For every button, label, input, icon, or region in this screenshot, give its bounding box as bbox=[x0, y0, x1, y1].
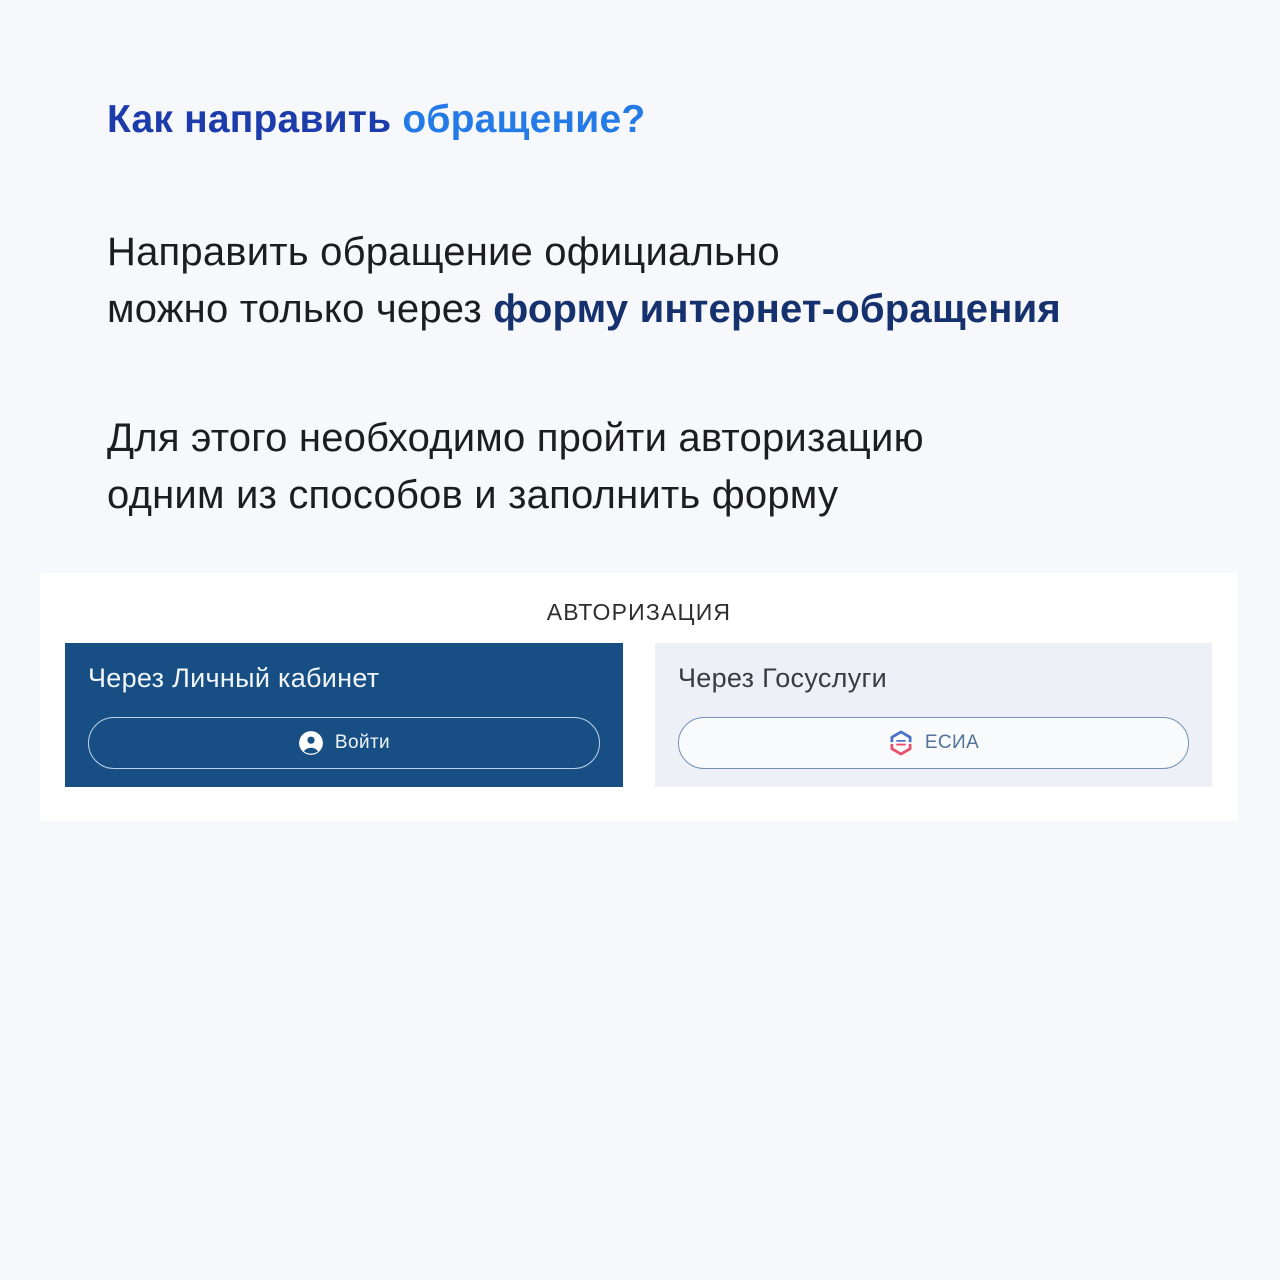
auth-card-gosuslugi-title: Через Госуслуги bbox=[678, 663, 888, 693]
page-title-part1: Как направить bbox=[107, 98, 403, 141]
page-title-part2: обращение? bbox=[402, 98, 646, 141]
login-button[interactable] bbox=[88, 717, 600, 769]
user-circle-icon bbox=[298, 730, 324, 756]
instruction-paragraph bbox=[107, 410, 924, 524]
auth-card-gosuslugi bbox=[655, 643, 1212, 787]
intro-line2-bold: форму интернет-обращения bbox=[493, 287, 1061, 331]
intro-line1: Направить обращение официально bbox=[107, 230, 780, 274]
page-title bbox=[107, 98, 645, 142]
esia-logo bbox=[888, 730, 914, 756]
intro-line2-normal: можно только через bbox=[107, 287, 494, 331]
authorization-panel bbox=[40, 573, 1238, 821]
login-button-label: Войти bbox=[334, 732, 391, 753]
intro-paragraph bbox=[107, 224, 1061, 338]
esia-button-label: ЕСИА bbox=[924, 732, 980, 753]
authorization-title: АВТОРИЗАЦИЯ bbox=[546, 599, 732, 625]
instruction-line2: одним из способов и заполнить форму bbox=[107, 473, 839, 517]
auth-card-personal-account-title: Через Личный кабинет bbox=[88, 663, 380, 693]
auth-card-personal-account bbox=[65, 643, 623, 787]
esia-button[interactable] bbox=[678, 717, 1189, 769]
instruction-line1: Для этого необходимо пройти авторизацию bbox=[107, 416, 924, 460]
